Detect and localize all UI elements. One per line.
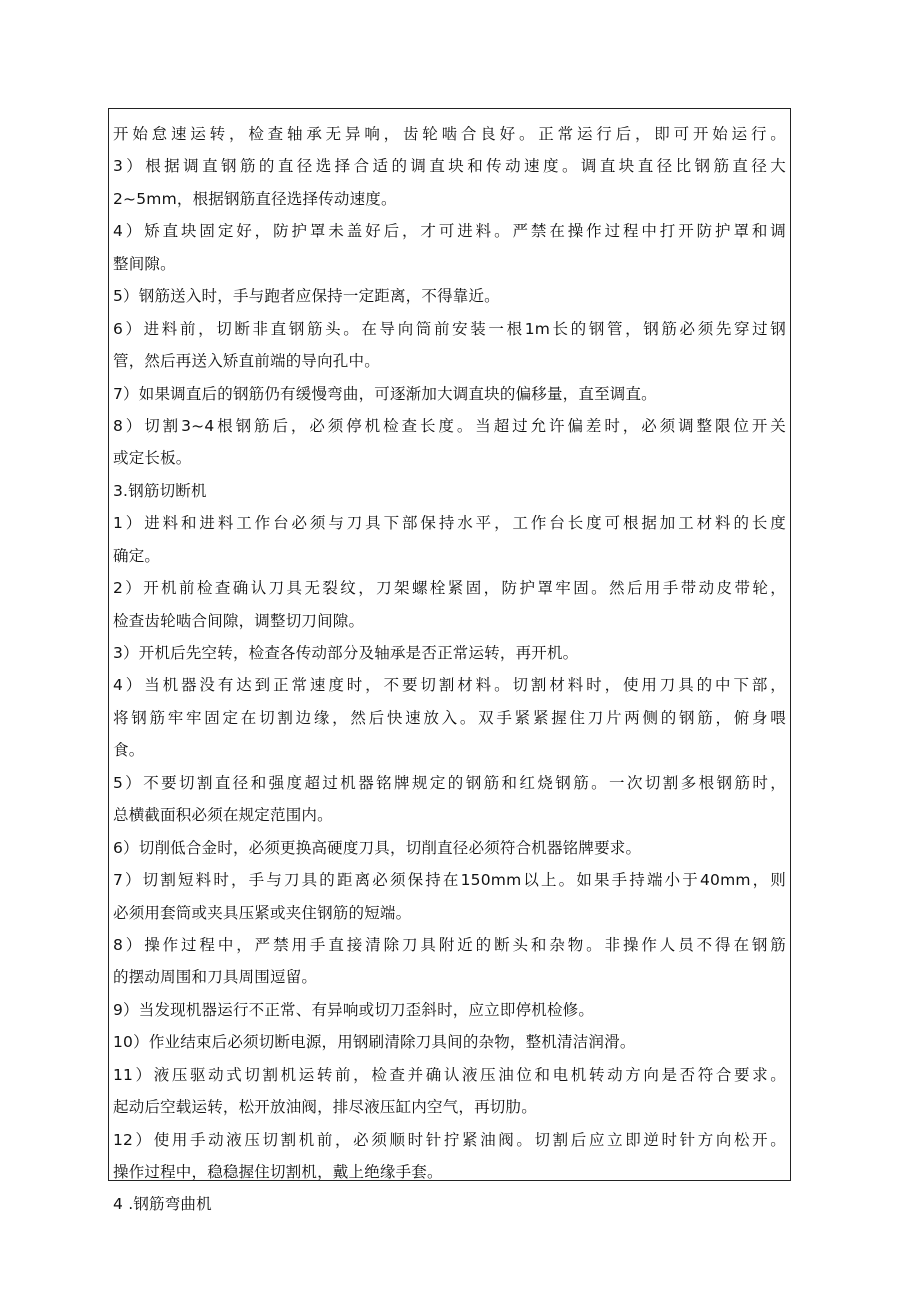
text-line: 食。 <box>113 741 145 760</box>
text-line: 管，然后再送入矫直前端的导向孔中。 <box>113 352 380 371</box>
text-line: 5）不要切割直径和强度超过机器铭牌规定的钢筋和红烧钢筋。一次切割多根钢筋时， <box>113 773 786 792</box>
text-line: 5）钢筋送入时，手与跑者应保持一定距离，不得靠近。 <box>113 287 500 306</box>
text-line: 将钢筋牢牢固定在切割边缘，然后快速放入。双手紧紧握住刀片两侧的钢筋，俯身喂 <box>113 708 786 727</box>
text-line: 4）矫直块固定好，防护罩未盖好后，才可进料。严禁在操作过程中打开防护罩和调 <box>113 222 786 241</box>
text-line: 整间隙。 <box>113 254 176 273</box>
text-line: 2~5mm，根据钢筋直径选择传动速度。 <box>113 189 397 208</box>
document-table-cell <box>108 108 791 1214</box>
text-line: 1）进料和进料工作台必须与刀具下部保持水平，工作台长度可根据加工材料的长度 <box>113 514 786 533</box>
text-line: 2）开机前检查确认刀具无裂纹，刀架螺栓紧固，防护罩牢固。然后用手带动皮带轮， <box>113 579 786 598</box>
text-line: 11）液压驱动式切割机运转前，检查并确认液压油位和电机转动方向是否符合要求。 <box>113 1065 786 1084</box>
text-line: 确定。 <box>113 546 161 565</box>
text-line: 或定长板。 <box>113 449 192 468</box>
text-line: 起动后空载运转，松开放油阀，排尽液压缸内空气，再切肋。 <box>113 1098 537 1117</box>
text-line: 8）操作过程中，严禁用手直接清除刀具附近的断头和杂物。非操作人员不得在钢筋 <box>113 935 786 954</box>
text-line: 3）开机后先空转，检查各传动部分及轴承是否正常运转，再开机。 <box>113 644 579 662</box>
text-line: 检查齿轮啮合间隙，调整切刀间隙。 <box>113 611 365 630</box>
section-heading: 3.钢筋切断机 <box>113 481 207 500</box>
text-line: 必须用套筒或夹具压紧或夹住钢筋的短端。 <box>113 903 412 922</box>
text-line: 3）根据调直钢筋的直径选择合适的调直块和传动速度。调直块直径比钢筋直径大 <box>113 157 786 176</box>
text-line: 7）切割短料时，手与刀具的距离必须保持在150mm以上。如果手持端小于40mm，则 <box>113 871 786 890</box>
text-line: 的摆动周围和刀具周围逗留。 <box>113 968 318 987</box>
text-line: 4）当机器没有达到正常速度时，不要切割材料。切割材料时，使用刀具的中下部， <box>113 676 786 695</box>
text-line: 操作过程中，稳稳握住切割机，戴上绝缘手套。 <box>113 1163 443 1181</box>
text-line: 7）如果调直后的钢筋仍有缓慢弯曲，可逐渐加大调直块的偏移量，直至调直。 <box>113 384 657 403</box>
text-line: 10）作业结束后必须切断电源，用钢刷清除刀具间的杂物，整机清洁润滑。 <box>113 1033 636 1052</box>
text-line: 开始怠速运转，检查轴承无异响，齿轮啮合良好。正常运行后，即可开始运行。 <box>113 125 786 143</box>
text-line: 12）使用手动液压切割机前，必须顺时针拧紧油阀。切割后应立即逆时针方向松开。 <box>113 1130 786 1149</box>
text-line: 6）进料前，切断非直钢筋头。在导向筒前安装一根1m长的钢管，钢筋必须先穿过钢 <box>113 319 786 338</box>
text-line: 8）切割3~4根钢筋后，必须停机检查长度。当超过允许偏差时，必须调整限位开关 <box>113 416 786 435</box>
text-line: 6）切削低合金时，必须更换高硬度刀具，切削直径必须符合机器铭牌要求。 <box>113 838 642 857</box>
section-heading: 4 .钢筋弯曲机 <box>113 1195 212 1214</box>
text-line: 9）当发现机器运行不正常、有异响或切刀歪斜时，应立即停机检修。 <box>113 1000 595 1019</box>
text-line: 总横截面积必须在规定范围内。 <box>113 806 333 825</box>
